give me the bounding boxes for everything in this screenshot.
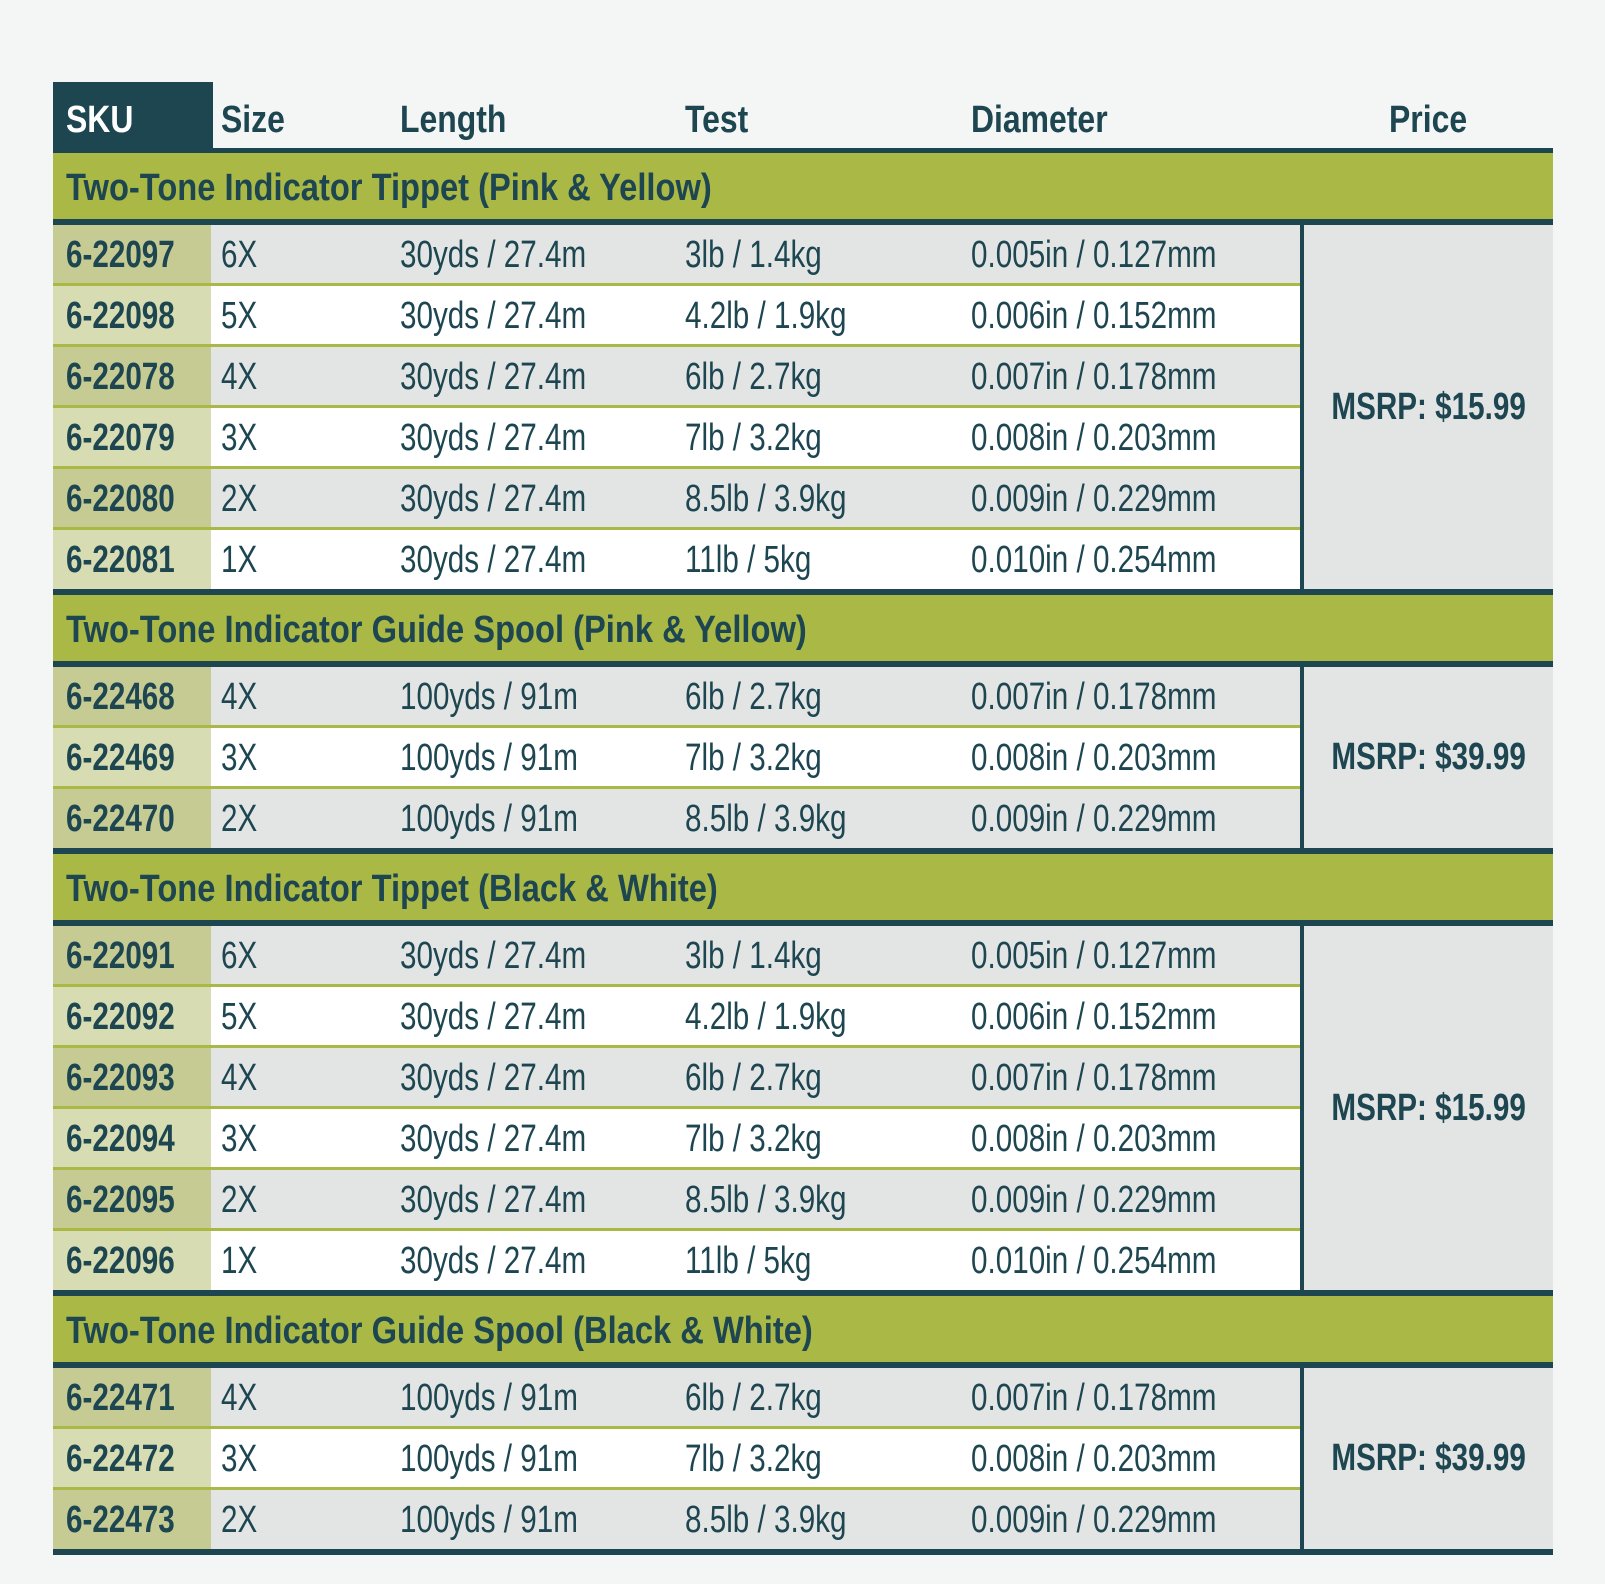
table-row (53, 987, 1300, 1048)
sku-cell: 6-22094 (53, 1109, 211, 1167)
section-title: Two-Tone Indicator Tippet (Pink & Yellow) (53, 153, 1553, 225)
sku-cell: 6-22469 (53, 728, 211, 786)
test-cell: 6lb / 2.7kg (685, 676, 822, 718)
section-title: Two-Tone Indicator Tippet (Black & White) (53, 854, 1553, 926)
sku-cell: 6-22095 (53, 1170, 211, 1228)
table-row (53, 469, 1300, 530)
sku-cell: 6-22098 (53, 286, 211, 344)
size-cell: 1X (221, 1240, 258, 1282)
length-cell: 30yds / 27.4m (400, 935, 587, 977)
length-cell: 100yds / 91m (400, 1499, 578, 1541)
table-row (53, 789, 1300, 848)
section-rows (53, 1368, 1304, 1549)
test-cell: 4.2lb / 1.9kg (685, 996, 847, 1038)
section-rows (53, 225, 1304, 589)
sku-cell: 6-22092 (53, 987, 211, 1045)
size-cell: 4X (221, 1377, 258, 1419)
length-cell: 30yds / 27.4m (400, 234, 587, 276)
diameter-cell: 0.005in / 0.127mm (971, 234, 1217, 276)
sku-cell: 6-22091 (53, 926, 211, 984)
table-row (53, 1170, 1300, 1231)
table-sections (53, 153, 1553, 1555)
size-cell: 6X (221, 935, 258, 977)
length-cell: 30yds / 27.4m (400, 1240, 587, 1282)
size-cell: 6X (221, 234, 258, 276)
section-rows (53, 667, 1304, 848)
size-cell: 4X (221, 676, 258, 718)
size-cell: 3X (221, 737, 258, 779)
section-title: Two-Tone Indicator Guide Spool (Pink & Yellow) (53, 595, 1553, 667)
sku-cell: 6-22471 (53, 1368, 211, 1426)
size-cell: 3X (221, 1438, 258, 1480)
diameter-cell: 0.008in / 0.203mm (971, 737, 1217, 779)
diameter-cell: 0.008in / 0.203mm (971, 1438, 1217, 1480)
size-cell: 1X (221, 539, 258, 581)
sku-cell: 6-22473 (53, 1490, 211, 1549)
header-sku: SKU (53, 82, 213, 148)
sku-cell: 6-22078 (53, 347, 211, 405)
diameter-cell: 0.006in / 0.152mm (971, 996, 1217, 1038)
size-cell: 5X (221, 996, 258, 1038)
test-cell: 4.2lb / 1.9kg (685, 295, 847, 337)
length-cell: 30yds / 27.4m (400, 478, 587, 520)
diameter-cell: 0.007in / 0.178mm (971, 356, 1217, 398)
table-row (53, 1490, 1300, 1549)
length-cell: 100yds / 91m (400, 1377, 578, 1419)
sku-cell: 6-22081 (53, 530, 211, 589)
length-cell: 100yds / 91m (400, 1438, 578, 1480)
header-length: Length (400, 99, 507, 141)
length-cell: 100yds / 91m (400, 737, 578, 779)
length-cell: 30yds / 27.4m (400, 1118, 587, 1160)
table-row (53, 926, 1300, 987)
price-cell: MSRP: $39.99 (1304, 667, 1553, 848)
sku-cell: 6-22093 (53, 1048, 211, 1106)
sku-cell: 6-22470 (53, 789, 211, 848)
diameter-cell: 0.010in / 0.254mm (971, 539, 1217, 581)
size-cell: 2X (221, 478, 258, 520)
size-cell: 2X (221, 1179, 258, 1221)
header-diameter: Diameter (971, 99, 1108, 141)
table-row (53, 667, 1300, 728)
diameter-cell: 0.009in / 0.229mm (971, 798, 1217, 840)
size-cell: 5X (221, 295, 258, 337)
diameter-cell: 0.008in / 0.203mm (971, 417, 1217, 459)
product-section (53, 854, 1553, 1296)
test-cell: 6lb / 2.7kg (685, 1377, 822, 1419)
sku-cell: 6-22096 (53, 1231, 211, 1290)
header-size: Size (221, 99, 285, 141)
size-cell: 4X (221, 356, 258, 398)
test-cell: 6lb / 2.7kg (685, 1057, 822, 1099)
test-cell: 8.5lb / 3.9kg (685, 798, 847, 840)
product-section (53, 1296, 1553, 1555)
length-cell: 30yds / 27.4m (400, 1057, 587, 1099)
sku-cell: 6-22472 (53, 1429, 211, 1487)
size-cell: 2X (221, 1499, 258, 1541)
diameter-cell: 0.007in / 0.178mm (971, 1057, 1217, 1099)
test-cell: 7lb / 3.2kg (685, 1118, 822, 1160)
price-cell: MSRP: $39.99 (1304, 1368, 1553, 1549)
table-row (53, 1368, 1300, 1429)
product-spec-table (53, 82, 1553, 1555)
header-test: Test (685, 99, 749, 141)
product-section (53, 595, 1553, 854)
diameter-cell: 0.006in / 0.152mm (971, 295, 1217, 337)
size-cell: 3X (221, 417, 258, 459)
diameter-cell: 0.009in / 0.229mm (971, 478, 1217, 520)
sku-cell: 6-22097 (53, 225, 211, 283)
length-cell: 30yds / 27.4m (400, 417, 587, 459)
test-cell: 6lb / 2.7kg (685, 356, 822, 398)
product-section (53, 153, 1553, 595)
table-row (53, 728, 1300, 789)
diameter-cell: 0.009in / 0.229mm (971, 1179, 1217, 1221)
section-title: Two-Tone Indicator Guide Spool (Black & White) (53, 1296, 1553, 1368)
length-cell: 30yds / 27.4m (400, 539, 587, 581)
table-row (53, 530, 1300, 589)
diameter-cell: 0.007in / 0.178mm (971, 1377, 1217, 1419)
table-row (53, 1048, 1300, 1109)
table-row (53, 1429, 1300, 1490)
size-cell: 2X (221, 798, 258, 840)
diameter-cell: 0.005in / 0.127mm (971, 935, 1217, 977)
test-cell: 3lb / 1.4kg (685, 935, 822, 977)
section-rows (53, 926, 1304, 1290)
length-cell: 30yds / 27.4m (400, 295, 587, 337)
length-cell: 30yds / 27.4m (400, 996, 587, 1038)
size-cell: 3X (221, 1118, 258, 1160)
test-cell: 11lb / 5kg (685, 1240, 812, 1282)
test-cell: 7lb / 3.2kg (685, 417, 822, 459)
table-row (53, 1109, 1300, 1170)
length-cell: 100yds / 91m (400, 676, 578, 718)
table-row (53, 286, 1300, 347)
table-row (53, 225, 1300, 286)
price-cell: MSRP: $15.99 (1304, 225, 1553, 589)
table-row (53, 1231, 1300, 1290)
length-cell: 100yds / 91m (400, 798, 578, 840)
length-cell: 30yds / 27.4m (400, 356, 587, 398)
table-row (53, 408, 1300, 469)
test-cell: 7lb / 3.2kg (685, 737, 822, 779)
diameter-cell: 0.009in / 0.229mm (971, 1499, 1217, 1541)
table-header (53, 82, 1553, 153)
test-cell: 3lb / 1.4kg (685, 234, 822, 276)
sku-cell: 6-22080 (53, 469, 211, 527)
test-cell: 8.5lb / 3.9kg (685, 1499, 847, 1541)
test-cell: 8.5lb / 3.9kg (685, 478, 847, 520)
test-cell: 11lb / 5kg (685, 539, 812, 581)
diameter-cell: 0.007in / 0.178mm (971, 676, 1217, 718)
sku-cell: 6-22468 (53, 667, 211, 725)
diameter-cell: 0.008in / 0.203mm (971, 1118, 1217, 1160)
size-cell: 4X (221, 1057, 258, 1099)
price-cell: MSRP: $15.99 (1304, 926, 1553, 1290)
table-row (53, 347, 1300, 408)
header-price: Price (1389, 99, 1468, 141)
sku-cell: 6-22079 (53, 408, 211, 466)
diameter-cell: 0.010in / 0.254mm (971, 1240, 1217, 1282)
test-cell: 7lb / 3.2kg (685, 1438, 822, 1480)
test-cell: 8.5lb / 3.9kg (685, 1179, 847, 1221)
length-cell: 30yds / 27.4m (400, 1179, 587, 1221)
